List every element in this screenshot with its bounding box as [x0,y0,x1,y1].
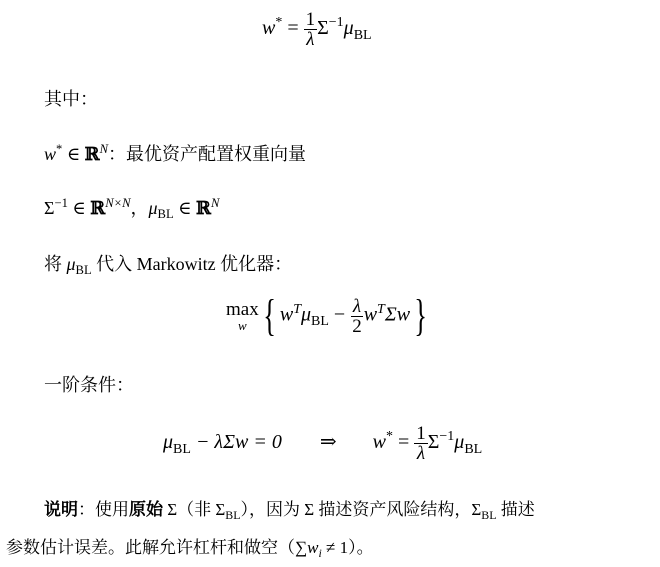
sigma-symbol: Σ [44,198,55,218]
note-line-2 [6,536,374,561]
definition-sigma-mu [44,196,219,222]
max-label: max [226,299,259,320]
left-brace: { [262,291,276,340]
text-first-order: 一阶条件： [44,375,134,396]
mu-subscript: BL [173,441,191,457]
equation-optimal-weights [262,10,372,49]
real-numbers-symbol: ℝ [90,198,106,219]
text-segment: 优化器： [215,254,293,274]
element-of: ∈ [67,198,91,218]
equals-sign: = [287,17,299,40]
max-variable: w [238,318,247,333]
sigma-subscript: BL [481,508,497,523]
text-segment: 代入 [91,254,137,274]
fraction [414,424,428,463]
text-segment: Σ（非 Σ [163,500,226,519]
w-symbol: w [279,303,294,326]
max-operator [226,300,259,332]
mu-symbol: μ [300,303,312,326]
transpose-superscript: T [293,301,301,317]
sigma-w-term: Σw [384,303,411,326]
markowitz-name: Markowitz [136,254,216,274]
sigma-superscript: −1 [54,196,68,211]
mu-symbol: μ [163,431,174,454]
comma: ， [130,198,149,218]
note-original: 原始 [129,500,163,519]
w-symbol: w [262,17,276,40]
text-segment: 将 [44,254,67,274]
real-numbers-symbol: ℝ [195,198,211,219]
w-superscript: * [385,429,393,445]
text-where: 其中： [44,89,98,110]
mu-subscript: BL [311,314,329,330]
mu-subscript: BL [75,263,92,278]
text-substitute [44,252,292,278]
w-symbol: w [307,538,319,557]
implies-arrow: ⇒ [319,431,337,454]
right-brace: } [414,291,427,340]
element-of: ∈ [173,198,196,218]
definition-description: ：最优资产配置权重向量 [108,144,307,164]
mu-symbol: μ [148,198,158,218]
fraction [350,297,364,336]
sigma-subscript: BL [225,508,241,523]
sigma-symbol: Σ [427,431,440,454]
fraction-numerator: 1 [305,9,316,30]
fraction-denominator: 2 [352,315,362,337]
mu-subscript: BL [353,27,372,43]
w-symbol: w [44,144,57,164]
text-segment: ≠ 1）。 [321,538,374,557]
sigma-superscript: −1 [439,429,455,445]
w-symbol: w [363,303,378,326]
fraction-denominator: λ [306,29,315,50]
mu-symbol: μ [66,254,76,274]
mu-subscript: BL [157,207,174,222]
fraction-numerator: 1 [416,423,426,444]
note-label: 说明 [44,500,78,519]
minus-sign: − [328,303,351,326]
w-superscript: * [56,142,63,157]
equals-sign: = [392,431,415,454]
text-segment: 描述 [496,500,535,519]
mu-symbol: μ [343,17,354,40]
w-superscript: * [275,15,283,31]
dimension-superscript: N×N [105,196,131,211]
dimension-superscript: N [210,196,220,211]
dimension-superscript: N [99,142,109,157]
fraction [304,10,318,49]
w-subscript: i [318,546,322,561]
definition-w [44,142,306,168]
mu-symbol: μ [454,431,465,454]
fraction-numerator: λ [352,295,362,317]
note-line-1 [44,498,535,523]
equation-optimization [226,291,431,340]
element-of: ∈ [62,144,85,164]
real-numbers-symbol: ℝ [84,144,100,165]
equation-first-order [163,424,482,463]
text-segment: 参数估计误差。此解允许杠杆和做空（∑ [6,538,308,557]
fraction-denominator: λ [416,443,426,464]
w-symbol: w [372,431,386,454]
mu-subscript: BL [464,441,483,457]
foc-left-side: − λΣw = 0 [190,431,282,454]
transpose-superscript: T [377,301,385,317]
sigma-symbol: Σ [317,17,329,40]
sigma-superscript: −1 [328,15,344,31]
text-segment: ），因为 Σ 描述资产风险结构，Σ [240,500,482,519]
text-segment: ：使用 [78,500,129,519]
